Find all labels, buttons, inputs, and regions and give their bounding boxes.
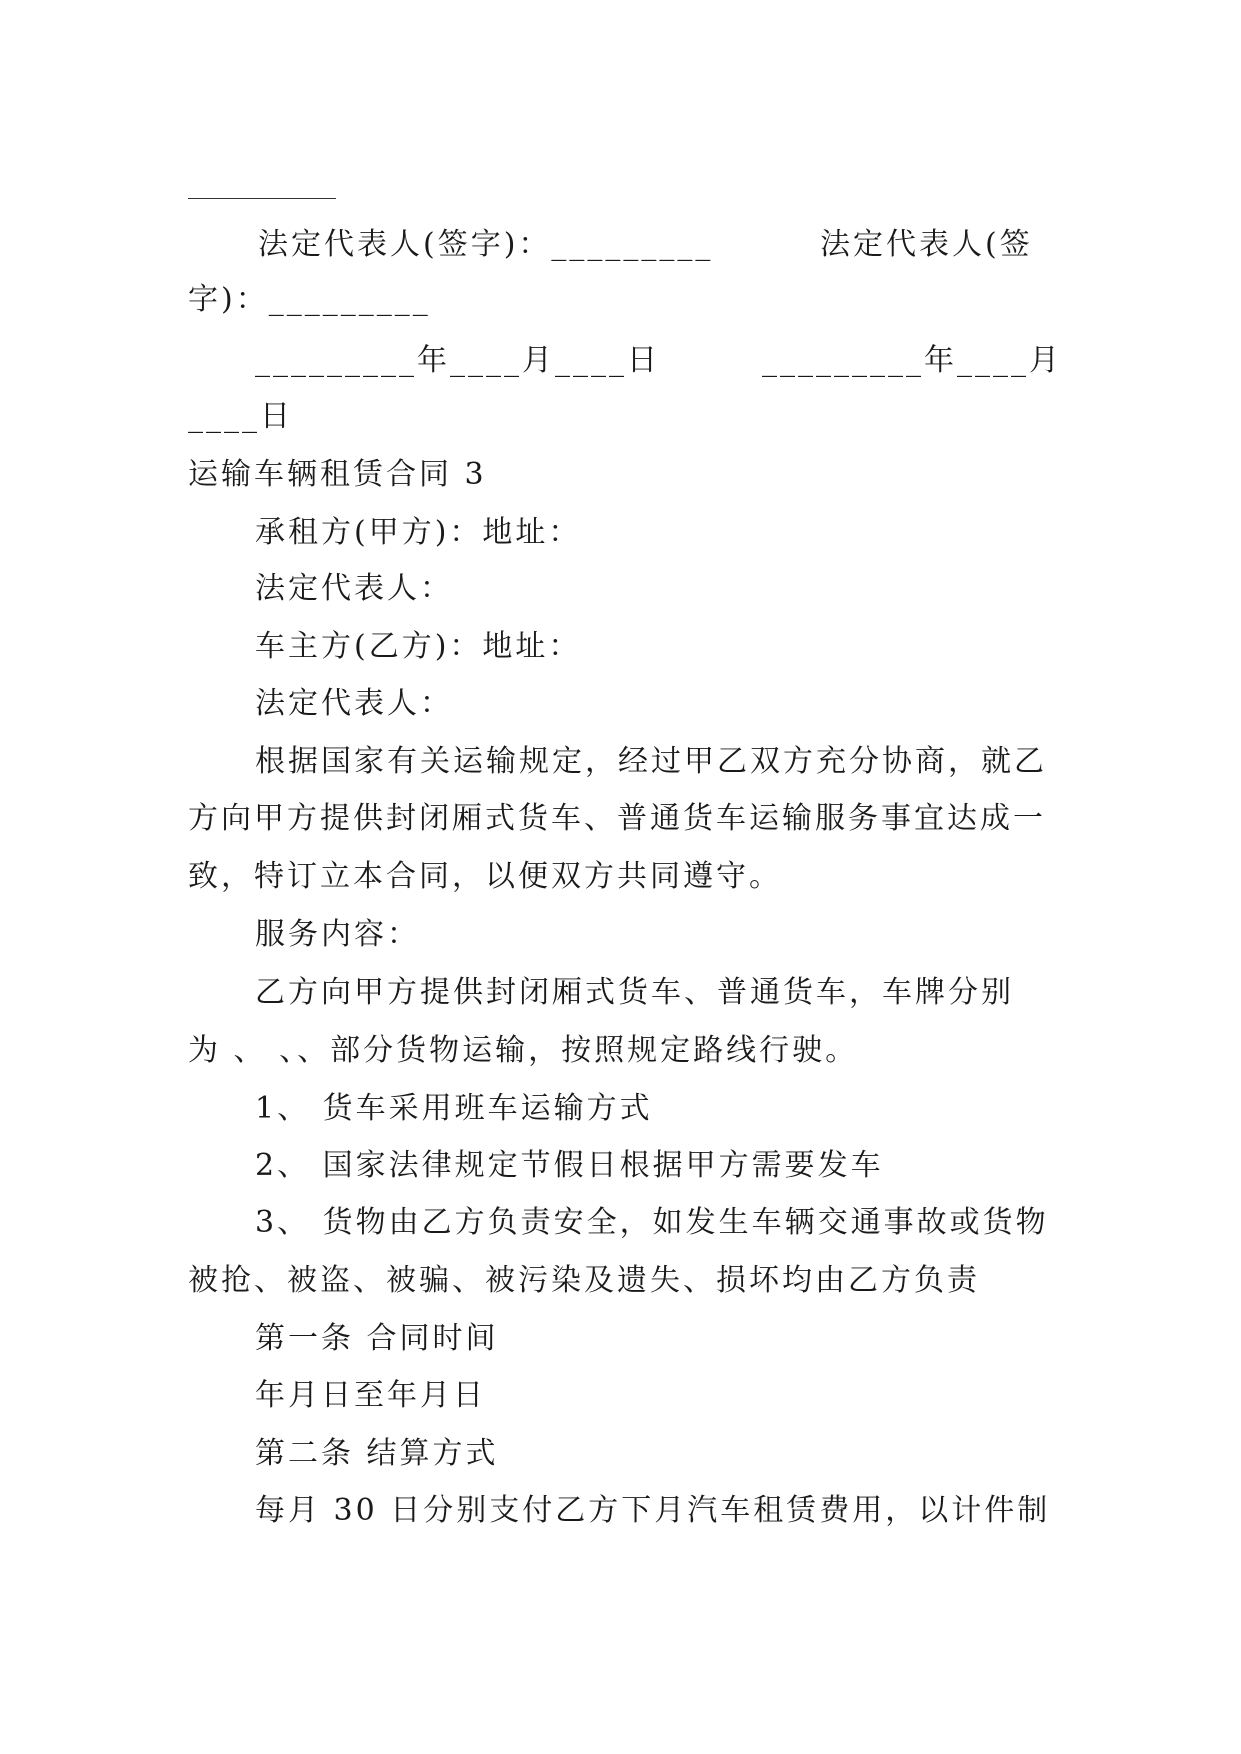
service-text-line-1: 乙方向甲方提供封闭厢式货车、普通货车，车牌分别: [255, 975, 1014, 1010]
signature-blank-rule: [188, 198, 336, 199]
contract-title: 运输车辆租赁合同 3: [188, 457, 487, 492]
preamble-line-3: 致，特订立本合同，以便双方共同遵守。: [188, 859, 782, 894]
service-text-line-2: 为 、 、、部分货物运输，按照规定路线行驶。: [188, 1033, 859, 1068]
date-line-continued: ____日: [188, 399, 293, 434]
article-1-heading: 第一条 合同时间: [255, 1321, 499, 1356]
signature-line-right: 法定代表人(签: [820, 227, 1033, 262]
signature-line-continued: 字)：_________: [188, 282, 431, 317]
date-line-right: _________年____月: [762, 343, 1062, 378]
article-1-text: 年月日至年月日: [255, 1378, 486, 1413]
signature-line-left: 法定代表人(签字)：_________: [258, 227, 714, 262]
service-item-2: 2、 国家法律规定节假日根据甲方需要发车: [255, 1148, 884, 1183]
party-owner-representative: 法定代表人：: [255, 686, 453, 721]
preamble-line-1: 根据国家有关运输规定，经过甲乙双方充分协商，就乙: [255, 744, 1047, 779]
service-item-3-continued: 被抢、被盗、被骗、被污染及遗失、损坏均由乙方负责: [188, 1263, 980, 1298]
service-item-1: 1、 货车采用班车运输方式: [255, 1091, 653, 1126]
article-2-text: 每月 30 日分别支付乙方下月汽车租赁费用，以计件制: [255, 1493, 1051, 1528]
party-owner: 车主方(乙方)：地址：: [255, 629, 582, 664]
party-lessee: 承租方(甲方)：地址：: [255, 515, 582, 550]
service-heading: 服务内容：: [255, 917, 420, 952]
service-item-3: 3、 货物由乙方负责安全，如发生车辆交通事故或货物: [255, 1205, 1049, 1240]
article-2-heading: 第二条 结算方式: [255, 1436, 499, 1471]
preamble-line-2: 方向甲方提供封闭厢式货车、普通货车运输服务事宜达成一: [188, 801, 1046, 836]
date-line-left: _________年____月____日: [255, 343, 660, 378]
party-lessee-representative: 法定代表人：: [255, 571, 453, 606]
